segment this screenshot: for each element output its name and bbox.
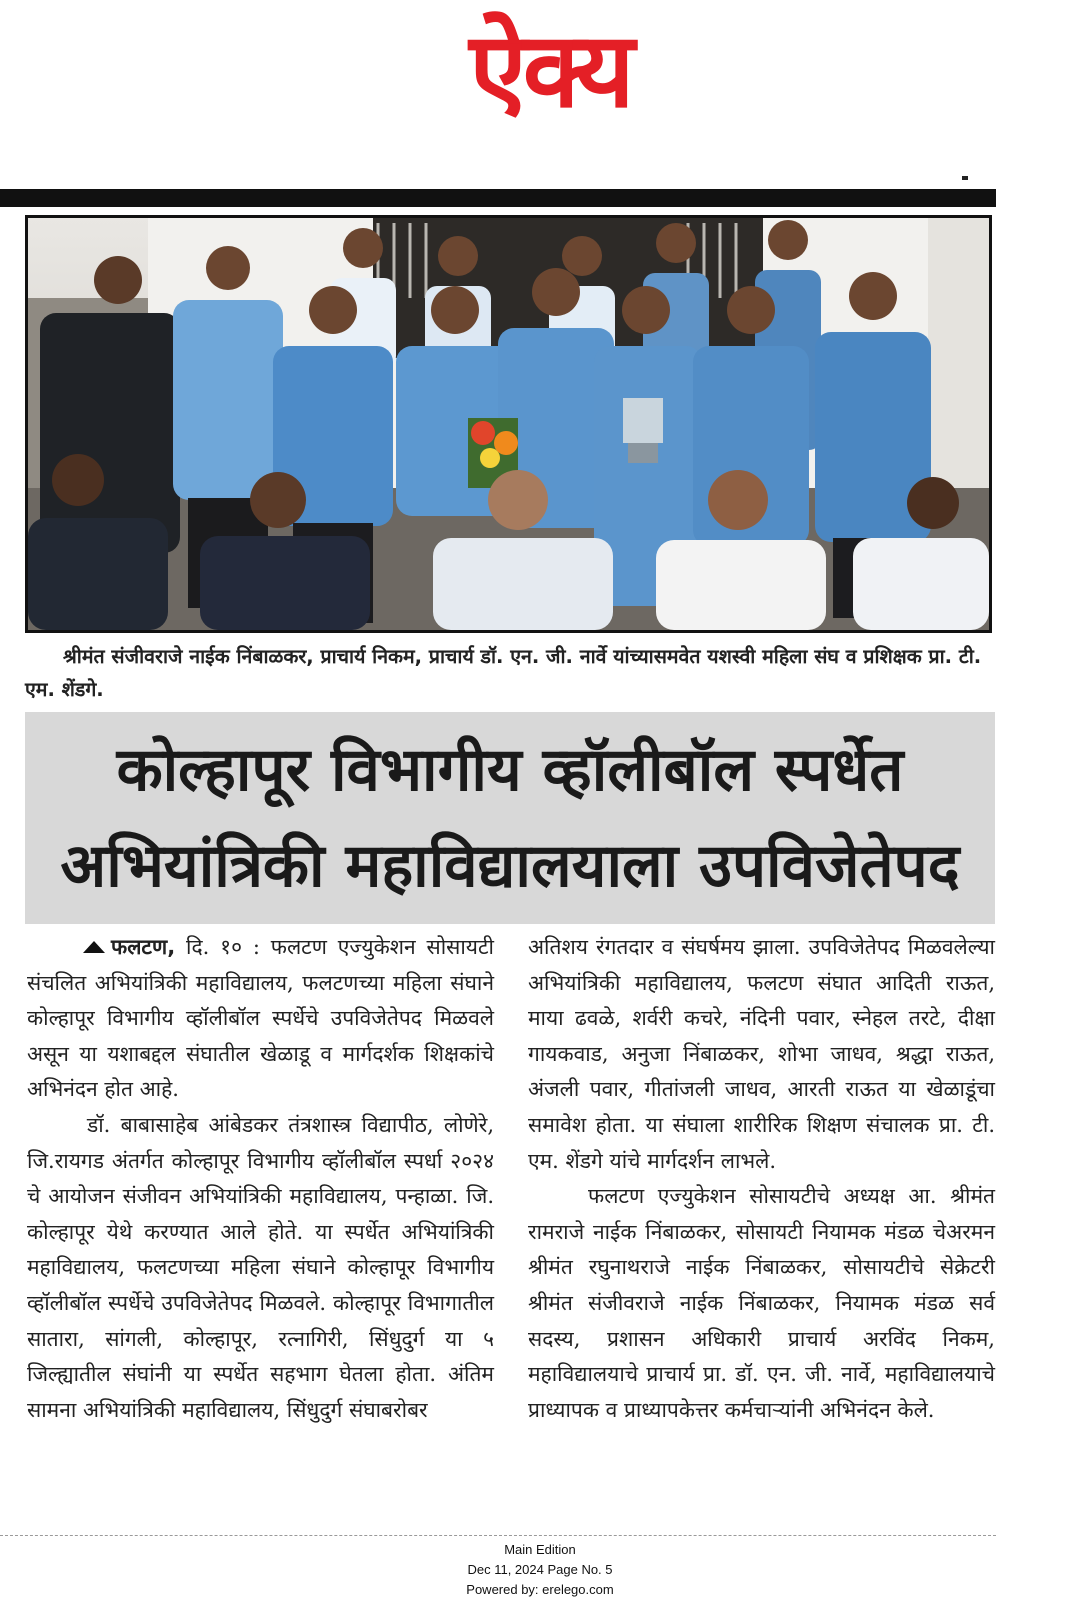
article-para-2: डॉ. बाबासाहेब आंबेडकर तंत्रशास्त्र विद्यापीठ, लोणेरे, जि.रायगड अंतर्गत कोल्हापूर विभागीय व्हॉलीबॉल स्पर्धा २०२४ चे आयोजन संजीवन अभियांत्रिकी महाविद्यालय, पन्हाळा. जि. कोल्हापूर येथे करण्यात आले होते. या स्पर्धेत अभियांत्रिकी महाविद्यालय, फलटणच्या महिला संघाने कोल्हापूर विभागीय व्हॉलीबॉल स्पर्धेचे उपविजेतेपद मिळवले. कोल्हापूर विभागातील सातारा, सांगली, कोल्हापूर, रत्नागिरी, सिंधुदुर्ग या ५ जिल्ह्यातील संघांनी या स्पर्धेत सहभाग घेतला होता. अंतिम सामना अभियांत्रिकी महाविद्यालय, सिंधुदुर्ग संघाबरोबर	[27, 1112, 494, 1422]
team-photo	[25, 215, 992, 633]
masthead	[0, 0, 1080, 150]
footer-date-page: Dec 11, 2024 Page No. 5	[467, 1562, 613, 1577]
article-para-1: दि. १० : फलटण एज्युकेशन सोसायटी संचलित अभियांत्रिकी महाविद्यालय, फलटणच्या महिला संघाने कोल्हापूर विभागीय व्हॉलीबॉल स्पर्धेचे उपविजेतेपद मिळवले असून या यशाबद्दल संघातील खेळाडू व मार्गदर्शक शिक्षकांचे अभिनंदन होत आहे.	[27, 935, 494, 1102]
article-para-3: अतिशय रंगतदार व संघर्षमय झाला. उपविजेतेपद मिळवलेल्या अभियांत्रिकी महाविद्यालय, फलटण संघात आदिती राऊत, माया ढवळे, शर्वरी कचरे, नंदिनी पवार, स्नेहल तरटे, दीक्षा गायकवाड, अनुजा निंबाळकर, शोभा जाधव, श्रद्धा राऊत, अंजली पवार, गीतांजली जाधव, आरती राऊत या खेळाडूंचा समावेश होता. या संघाला शारीरिक शिक्षण संचालक प्रा. टी. एम. शेंडगे यांचे मार्गदर्शन लाभले.	[528, 935, 995, 1173]
footer-powered-by: Powered by: erelego.com	[466, 1582, 614, 1597]
article-para-4: फलटण एज्युकेशन सोसायटीचे अध्यक्ष आ. श्रीमंत रामराजे नाईक निंबाळकर, सोसायटी नियामक मंडळ चेअरमन श्रीमंत रघुनाथराजे नाईक निंबाळकर, सोसायटीचे सेक्रेटरी श्रीमंत संजीवराजे नाईक निंबाळकर, नियामक मंडळ सर्व सदस्य, प्रशासन अधिकारी प्राचार्य अरविंद निकम, महाविद्यालयाचे प्राचार्य प्रा. डॉ. एन. जी. नार्वे, महाविद्यालयाचे प्राध्यापक व प्राध्यापकेत्तर कर्मचाऱ्यांनी अभिनंदन केले.	[528, 1184, 995, 1422]
headline-line-1: कोल्हापूर विभागीय व्हॉलीबॉल स्पर्धेत	[116, 735, 904, 805]
footer-edition: Main Edition	[504, 1542, 576, 1557]
article-column-left	[27, 930, 494, 1428]
page-footer	[0, 1540, 1080, 1600]
newspaper-logo: ऐक्य	[469, 9, 631, 131]
dateline-triangle-icon	[83, 941, 105, 953]
corner-mark	[962, 176, 968, 180]
headline-line-2: अभियांत्रिकी महाविद्यालयाला उपविजेतेपद	[60, 831, 960, 901]
footer-divider	[0, 1535, 996, 1536]
team-photo-illustration	[28, 218, 989, 630]
top-rule	[0, 189, 996, 207]
headline-box	[25, 712, 995, 924]
dateline-place: फलटण,	[111, 935, 176, 959]
photo-caption: श्रीमंत संजीवराजे नाईक निंबाळकर, प्राचार्य निकम, प्राचार्य डॉ. एन. जी. नार्वे यांच्यासमवेत यशस्वी महिला संघ व प्रशिक्षक प्रा. टी. एम. शेंडगे.	[25, 645, 982, 701]
article-column-right	[528, 930, 995, 1428]
